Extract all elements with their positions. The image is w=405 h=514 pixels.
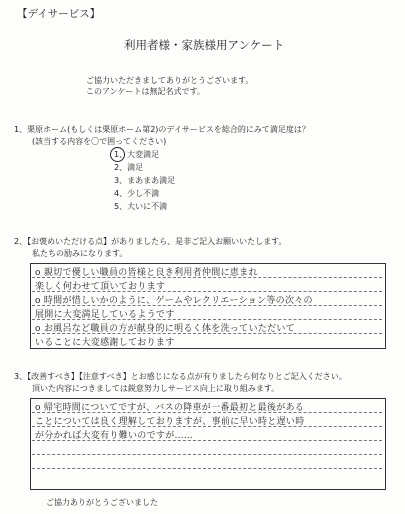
q2-answer-line-5: o お風呂など職員の方が献身的に明るく体を洗っていただいて [35, 324, 295, 334]
q2-question: 2、【お褒めいただける点】がありましたら、是非ご記入お願いいたします。 [14, 237, 287, 246]
q3-subtext: 頂いた内容につきましては鋭意努力しサービス向上に取り組みます。 [32, 384, 280, 393]
q2-answer-line-2: 楽しく何わせて頂いております [35, 282, 166, 292]
q3-answer-line-1: o 帰宅時間についてですが、バスの降車が一番最初と最後がある [35, 403, 305, 413]
intro-line-2: このアンケートは無記名式です。 [86, 87, 205, 96]
q1-option-2[interactable]: 2、満足 [114, 163, 144, 172]
intro-line-1: ご協力いただきましてありがとうございます。 [86, 76, 254, 85]
q3-answer-line-2: ことについては良く理解しておりますが、事前に早い時と遅い時 [35, 417, 305, 427]
q3-question: 3、【改善すべき】【注意すべき】とお感じになる点が有りましたら何なりとご記入ください。 [14, 372, 347, 381]
category-label: 【デイサービス】 [17, 8, 101, 20]
q1-option-5[interactable]: 5、大いに不満 [114, 202, 168, 211]
q3-answer-line-3: が分かれば大変有り難いのですが…… [35, 431, 194, 441]
q1-instruction: (該当する内容を〇で囲ってください) [32, 137, 167, 146]
q1-option-1[interactable]: 1、大変満足 [114, 150, 160, 159]
page-title: 利用者様・家族様用アンケート [124, 38, 285, 52]
q2-subtext: 私たちの励みになります。 [32, 249, 128, 258]
q1-question: 1、栗原ホーム(もしくは栗原ホーム第2)のデイサービスを総合的にみて満足度は？ [14, 125, 310, 134]
q1-option-3[interactable]: 3、まあまあ満足 [114, 176, 176, 185]
q2-answer-line-1: o 親切で優しい職員の皆様と良き利用者仲間に恵まれ [35, 268, 258, 278]
footer-thanks: ご協力ありがとうございました [46, 498, 158, 507]
q2-answer-line-4: 展開に大変満足しているようです [35, 310, 175, 320]
q2-answer-line-3: o 時間が惜しいかのように、ゲームやレクリエーション等の次々の [35, 296, 313, 306]
q2-answer-line-6: いることに大変感謝しております [35, 338, 175, 348]
q1-option-4[interactable]: 4、少し不満 [114, 189, 160, 198]
